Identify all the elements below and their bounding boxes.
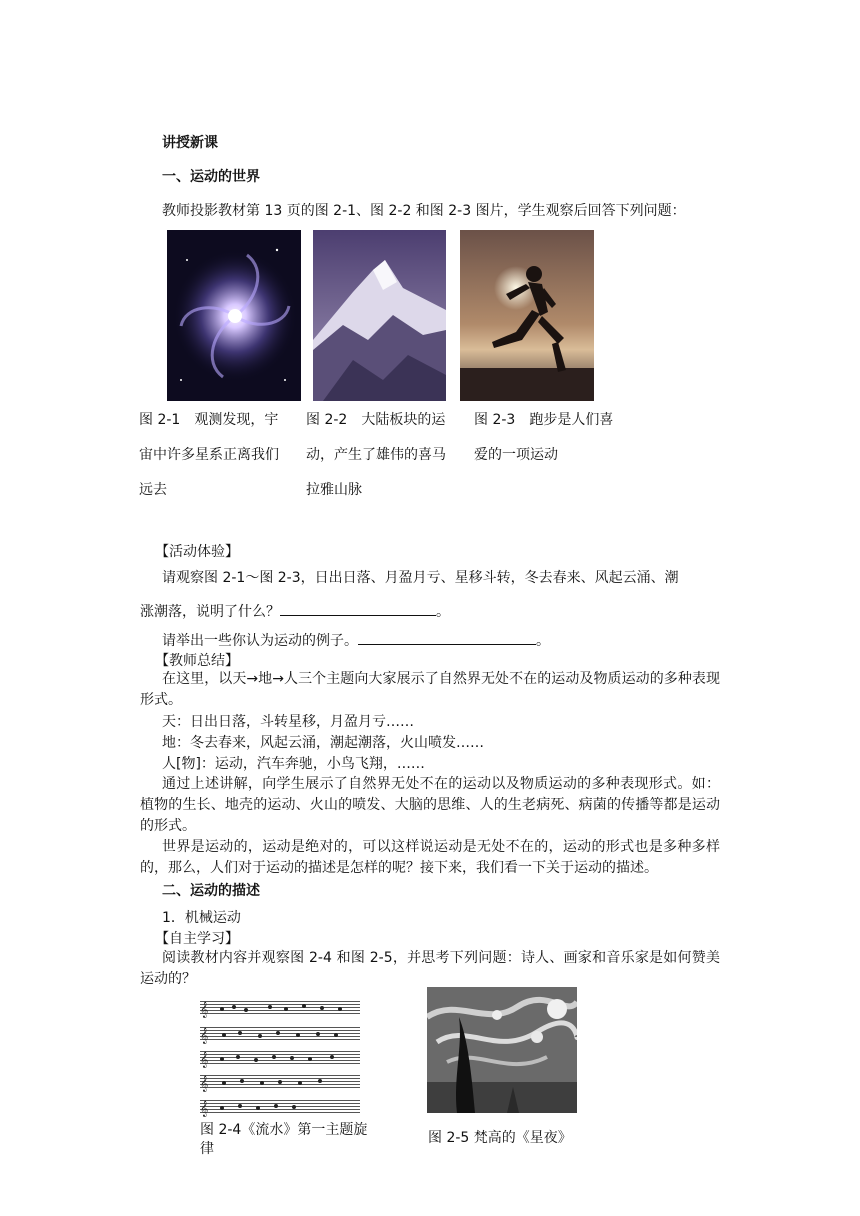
galaxy-photo bbox=[167, 230, 301, 401]
summary-paragraph-3: 世界是运动的，运动是绝对的，可以这样说运动是无处不在的，运动的形式也是多种多样的，那么，人们对于运动的描述是怎样的呢？接下来，我们看一下关于运动的描述。 bbox=[140, 839, 720, 876]
activity-question-2: 请举出一些你认为运动的例子。 。 bbox=[162, 630, 550, 650]
svg-text:𝄞: 𝄞 bbox=[200, 1076, 209, 1092]
part2-paragraph: 阅读教材内容并观察图 2-4 和图 2-5，并思考下列问题：诗人、画家和音乐家是如何赞美运动的？ bbox=[140, 950, 720, 987]
part1-heading: 一、运动的世界 bbox=[162, 169, 260, 185]
part2-heading: 二、运动的描述 bbox=[162, 883, 260, 899]
runner-icon bbox=[460, 230, 594, 401]
summary-label: 【教师总结】 bbox=[155, 653, 239, 669]
svg-text:𝄞: 𝄞 bbox=[200, 1002, 209, 1018]
starry-night-icon bbox=[427, 987, 577, 1113]
music-notes-icon bbox=[200, 997, 362, 1119]
part1-intro: 教师投影教材第 13 页的图 2-1、图 2-2 和图 2-3 图片，学生观察后回答下列问题： bbox=[162, 203, 686, 219]
activity-question-1-cont: 涨潮落，说明了什么？ 。 bbox=[140, 601, 450, 621]
starry-night-painting bbox=[427, 987, 577, 1113]
music-score-figure bbox=[200, 997, 362, 1119]
activity-label: 【活动体验】 bbox=[155, 544, 239, 560]
summary-paragraph-2: 通过上述讲解，向学生展示了自然界无处不在的运动以及物质运动的多种表现形式。如：植物的生长、地壳的运动、火山的喷发、大脑的思维、人的生老病死、病菌的传播等都是运动的形式。 bbox=[140, 776, 720, 834]
summary-people: 人[物]：运动，汽车奔驰，小鸟飞翔，…… bbox=[162, 756, 425, 772]
answer-blank-1[interactable] bbox=[280, 601, 436, 616]
answer-blank-2[interactable] bbox=[358, 630, 536, 645]
svg-text:𝄞: 𝄞 bbox=[200, 1028, 209, 1044]
summary-earth: 地：冬去春来，风起云涌，潮起潮落，火山喷发…… bbox=[162, 735, 484, 751]
section-heading: 讲授新课 bbox=[162, 135, 218, 151]
galaxy-icon bbox=[167, 230, 301, 401]
figure-caption-2-1: 图 2-1 观测发现，宇 宙中许多星系正离我们 远去 bbox=[139, 412, 279, 498]
svg-text:𝄞: 𝄞 bbox=[200, 1101, 209, 1117]
activity-question-1: 请观察图 2-1～图 2-3，日出日落、月盈月亏、星移斗转，冬去春来、风起云涌、潮 bbox=[162, 570, 679, 586]
mountain-icon bbox=[313, 230, 446, 401]
svg-text:𝄞: 𝄞 bbox=[200, 1052, 209, 1068]
summary-paragraph-1: 在这里，以天→地→人三个主题向大家展示了自然界无处不在的运动及物质运动的多种表现形式。 bbox=[140, 671, 720, 708]
figure-caption-2-3: 图 2-3 跑步是人们喜 爱的一项运动 bbox=[474, 412, 614, 463]
figure-2-5-caption: 图 2-5 梵高的《星夜》 bbox=[428, 1130, 572, 1146]
self-study-label: 【自主学习】 bbox=[155, 931, 239, 947]
summary-sky: 天：日出日落，斗转星移，月盈月亏…… bbox=[162, 714, 414, 730]
runner-photo bbox=[460, 230, 594, 401]
part2-subheading: 1．机械运动 bbox=[162, 910, 241, 926]
figure-caption-2-2: 图 2-2 大陆板块的运 动，产生了雄伟的喜马 拉雅山脉 bbox=[306, 412, 446, 498]
figure-2-4-caption: 图 2-4《流水》第一主题旋律 bbox=[200, 1122, 368, 1157]
mountain-photo bbox=[313, 230, 446, 401]
